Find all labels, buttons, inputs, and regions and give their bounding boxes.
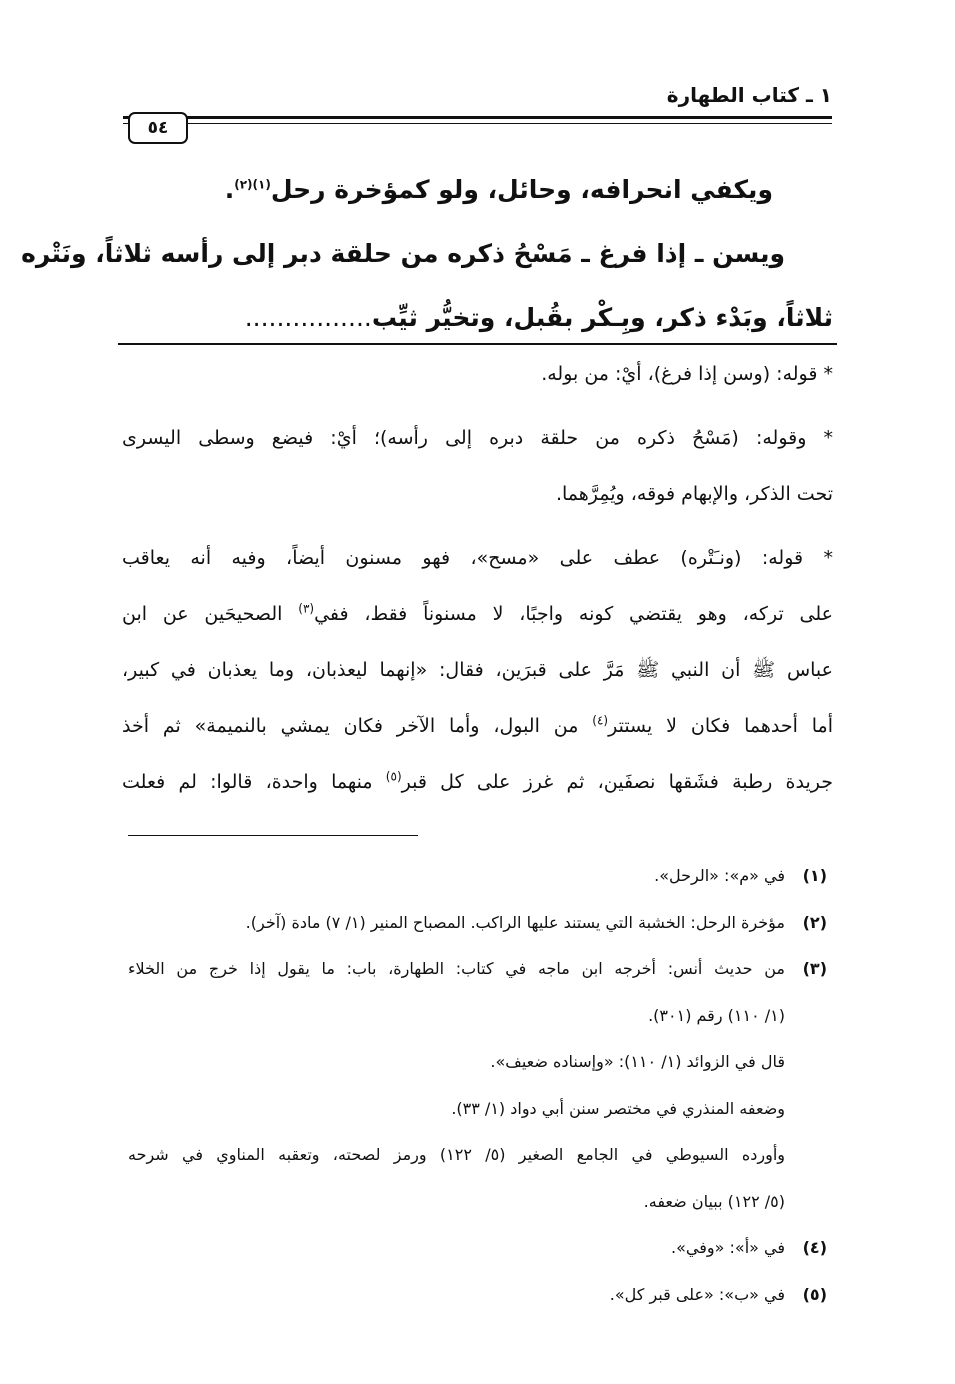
footnote-2 [128, 900, 827, 947]
footnote-ref-1-2: (١)(٢) [234, 177, 271, 192]
footnote-5 [128, 1272, 827, 1319]
footnote-ref-3: (٣) [298, 601, 315, 616]
footnote-number: (٥) [802, 1284, 827, 1304]
footnote-text: (١/ ١١٠) رقم (٣٠١). [648, 1005, 785, 1025]
commentary-p3-line2-a: على تركه، وهو يقتضي كونه واجبًا، لا مسنوناً فقط، ففي [314, 603, 834, 625]
commentary-p3-line5 [122, 754, 833, 810]
footnote-number: (٣) [802, 959, 827, 978]
footnote-text: في «م»: «الرحل». [654, 866, 785, 885]
page-number: ٥٤ [128, 112, 188, 144]
footnote-number: (٤) [802, 1238, 827, 1257]
commentary-p3-line1: * قوله: (ونـَتْره) عطف على «مسح»، فهو مسنون أيضاً، وفيه أنه يعاقب [122, 547, 833, 569]
header-rule [123, 116, 832, 119]
commentary-p3-line4 [122, 698, 833, 754]
main-line-2: ويسن ـ إذا فرغ ـ مَسْحُ ذكره من حلقة دبر إلى رأسه ثلاثاً، ونَتْره [21, 239, 785, 268]
footnotes [128, 853, 827, 1318]
footnote-text: وأورده السيوطي في الجامع الصغير (٥/ ١٢٢) ورمز لصحته، وتعقبه المناوي في شرحه [128, 1145, 785, 1164]
main-line-1-text: ويكفي انحرافه، وحائل، ولو كمؤخرة رحل [270, 175, 773, 204]
commentary-p3-line4-b: من البول، وأما الآخر فكان يمشي بالنميمة» ثم أخذ [122, 715, 593, 737]
footnote-text: قال في الزوائد (١/ ١١٠): «وإسناده ضعيف». [490, 1052, 785, 1071]
footnote-number: (١) [802, 866, 827, 885]
commentary [122, 346, 833, 810]
footnote-ref-4: (٤) [592, 713, 609, 728]
main-line-1 [122, 158, 833, 222]
footnote-text: مؤخرة الرحل: الخشبة التي يستند عليها الراكب. المصباح المنير (١/ ٧) مادة (آخر). [245, 912, 785, 932]
commentary-p3-line2-b: الصحيحَين عن ابن [122, 603, 299, 625]
commentary-p3-line3: عباس ﷺ أن النبي ﷺ مَرَّ على قبرَين، فقال: «إنهما ليعذبان، وما يعذبان في كبير، [122, 659, 833, 681]
footnote-3-line5 [128, 1132, 827, 1179]
footnote-3-line3 [128, 1039, 827, 1086]
footnote-1 [128, 853, 827, 900]
footnote-ref-5: (٥) [385, 769, 402, 784]
commentary-p2-line1: * وقوله: (مَسْحُ ذكره من حلقة دبره إلى رأسه)؛ أيْ: فيضع وسطى اليسرى [122, 427, 833, 449]
commentary-p1: * قوله: (وسن إذا فرغ)، أيْ: من بوله. [541, 363, 833, 385]
main-line-1-end: . [224, 175, 235, 204]
main-line-3-text: ثلاثاً، وبَدْء ذكر، وبِـكْر بقُبل، وتخيُّر ثيِّب [371, 303, 833, 332]
footnote-text: وضعفه المنذري في مختصر سنن أبي دواد (١/ ٣٣). [451, 1098, 785, 1118]
footnote-text: في «ب»: «على قبر كل». [609, 1284, 785, 1304]
footnote-3 [128, 946, 827, 993]
footnote-text: من حديث أنس: أخرجه ابن ماجه في كتاب: الطهارة، باب: ما يقول إذا خرج من الخلاء [128, 959, 785, 978]
footnote-4 [128, 1225, 827, 1272]
footnote-separator [128, 835, 418, 836]
commentary-p3-line2 [122, 586, 833, 642]
footnote-text: (٥/ ١٢٢) ببيان ضعفه. [643, 1191, 785, 1211]
main-text-divider [118, 343, 837, 345]
footnote-3-line2 [128, 993, 827, 1040]
commentary-p3-line4-a: أما أحدهما فكان لا يستتر [608, 715, 833, 737]
footnote-number: (٢) [802, 912, 827, 932]
commentary-p2-line2: تحت الذكر، والإبهام فوقه، ويُمِرَّهما. [555, 483, 833, 505]
footnote-3-line6 [128, 1179, 827, 1226]
commentary-p3-line5-b: منهما واحدة، قالوا: لم فعلت [122, 771, 386, 793]
footnote-text: في «أ»: «وفي». [671, 1238, 785, 1257]
commentary-p3-line5-a: جريدة رطبة فشَقها نصفَين، ثم غرز على كل قبر [401, 771, 833, 793]
header-rule-thin [123, 123, 832, 124]
main-line-3-dots: ................ [244, 303, 372, 332]
main-line-3 [122, 286, 833, 350]
main-text [21, 158, 833, 350]
footnote-3-line4 [128, 1086, 827, 1133]
running-header-title: ١ ـ كتاب الطهارة [666, 83, 832, 107]
